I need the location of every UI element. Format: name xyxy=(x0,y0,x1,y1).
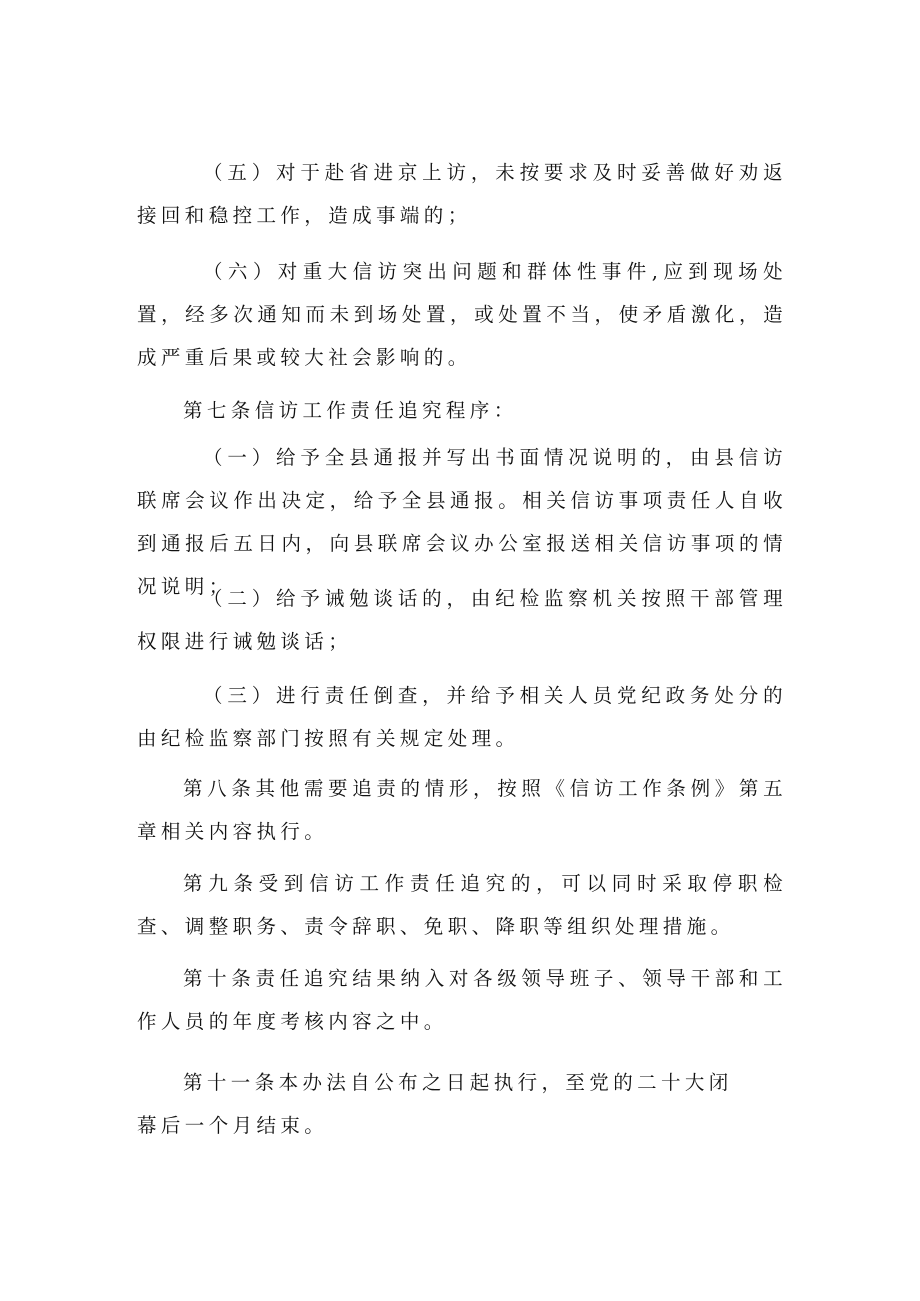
paragraph-procedure-1: （一）给予全县通报并写出书面情况说明的，由县信访联席会议作出决定，给予全县通报。相关信访事项责任人自收到通报后五日内，向县联席会议办公室报送相关信访事项的情况说明； xyxy=(137,446,787,598)
paragraph-article-9: 第九条受到信访工作责任追究的，可以同时采取停职检查、调整职务、责令辞职、免职、降职等组织处理措施。 xyxy=(137,872,787,938)
paragraph-article-11: 第十一条本办法自公布之日起执行，至党的二十大闭幕后一个月结束。 xyxy=(137,1071,733,1137)
paragraph-procedure-3: （三）进行责任倒查，并给予相关人员党纪政务处分的由纪检监察部门按照有关规定处理。 xyxy=(137,684,787,750)
paragraph-article-7: 第七条信访工作责任追究程序： xyxy=(183,399,518,422)
paragraph-item-6: （六）对重大信访突出问题和群体性事件,应到现场处置，经多次通知而未到场处置，或处置不当，使矛盾激化，造成严重后果或较大社会影响的。 xyxy=(137,260,787,369)
paragraph-procedure-2: （二）给予诫勉谈话的，由纪检监察机关按照干部管理权限进行诫勉谈话； xyxy=(137,587,787,653)
paragraph-article-10: 第十条责任追究结果纳入对各级领导班子、领导干部和工作人员的年度考核内容之中。 xyxy=(137,967,787,1033)
paragraph-article-8: 第八条其他需要追责的情形，按照《信访工作条例》第五章相关内容执行。 xyxy=(137,777,787,843)
paragraph-item-5: （五）对于赴省进京上访，未按要求及时妥善做好劝返接回和稳控工作，造成事端的； xyxy=(137,161,787,227)
